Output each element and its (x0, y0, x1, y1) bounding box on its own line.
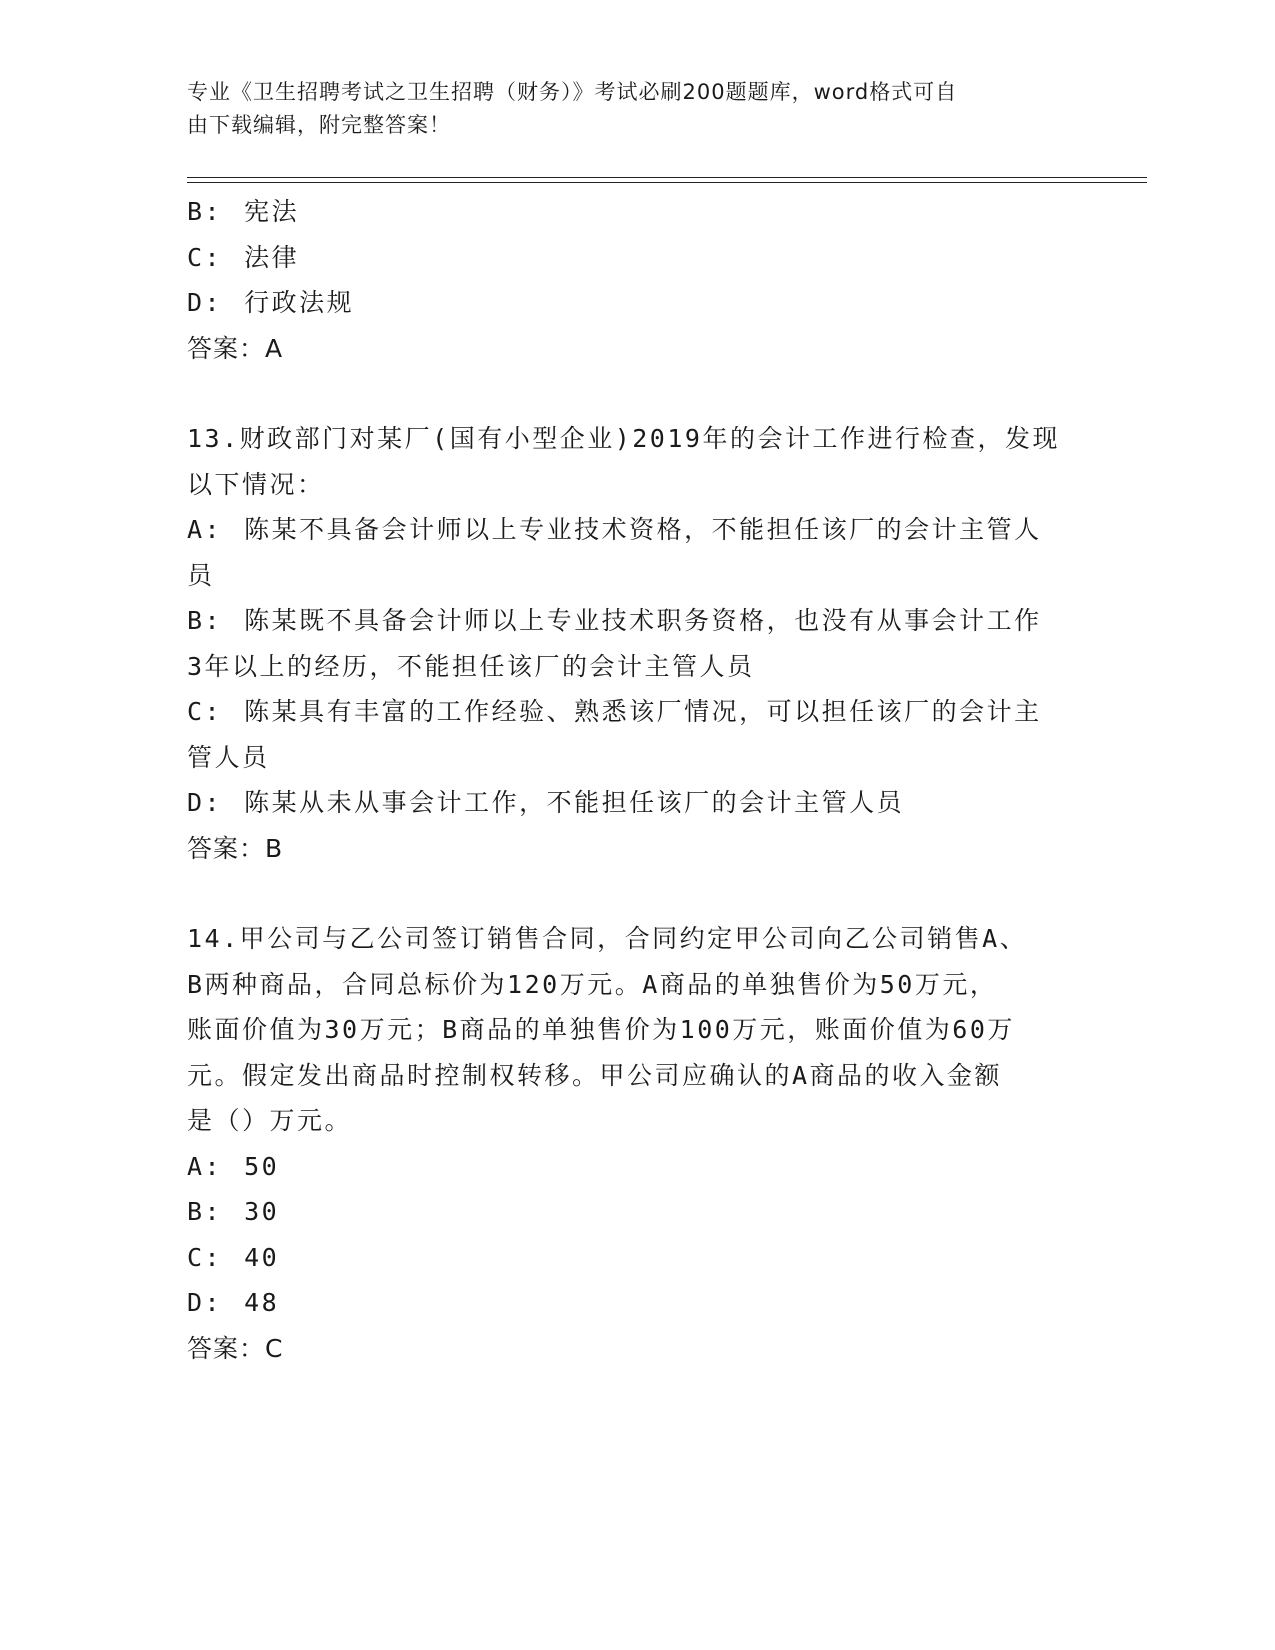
answer-line: 答案：B (187, 833, 284, 863)
option-b: B: 30 (187, 1197, 280, 1226)
question-stem-line: 元。假定发出商品时控制权转移。甲公司应确认的A商品的收入金额 (187, 1060, 1003, 1090)
document-header (187, 76, 1067, 142)
question-stem-line: 14.甲公司与乙公司签订销售合同，合同约定甲公司向乙公司销售A、 (187, 924, 1028, 953)
option-a-continued: 员 (187, 560, 215, 590)
option-d: D: 48 (187, 1288, 280, 1317)
question-13 (187, 416, 1082, 871)
option-c: C: 法律 (187, 242, 300, 272)
question-12-continued (187, 189, 1082, 371)
option-d: D: 陈某从未从事会计工作，不能担任该厂的会计主管人员 (187, 788, 905, 817)
question-list (187, 189, 1082, 1371)
answer-line: 答案：A (187, 333, 284, 363)
option-b: B: 陈某既不具备会计师以上专业技术职务资格，也没有从事会计工作 (187, 606, 1042, 635)
option-a: A: 陈某不具备会计师以上专业技术资格，不能担任该厂的会计主管人 (187, 515, 1042, 544)
header-line-2: 由下载编辑，附完整答案！ (187, 113, 451, 137)
header-divider-bottom (187, 182, 1147, 183)
question-stem-line: 13.财政部门对某厂(国有小型企业)2019年的会计工作进行检查，发现 (187, 424, 1060, 453)
option-c: C: 40 (187, 1242, 280, 1272)
question-stem-line: B两种商品，合同总标价为120万元。A商品的单独售价为50万元， (187, 969, 998, 999)
option-b: B: 宪法 (187, 197, 300, 226)
option-d: D: 行政法规 (187, 288, 355, 317)
question-stem-line: 以下情况： (187, 469, 325, 499)
header-line-1: 专业《卫生招聘考试之卫生招聘（财务）》考试必刷200题题库，word格式可自 (187, 80, 958, 104)
option-c: C: 陈某具有丰富的工作经验、熟悉该厂情况，可以担任该厂的会计主 (187, 697, 1042, 726)
option-c-continued: 管人员 (187, 742, 270, 772)
option-b-continued: 3年以上的经历，不能担任该厂的会计主管人员 (187, 651, 755, 681)
answer-line: 答案：C (187, 1333, 284, 1363)
option-a: A: 50 (187, 1151, 280, 1181)
header-divider-top (187, 177, 1147, 178)
question-stem-line: 是（）万元。 (187, 1106, 353, 1135)
question-14 (187, 916, 1082, 1371)
question-stem-line: 账面价值为30万元；B商品的单独售价为100万元，账面价值为60万 (187, 1015, 1015, 1044)
